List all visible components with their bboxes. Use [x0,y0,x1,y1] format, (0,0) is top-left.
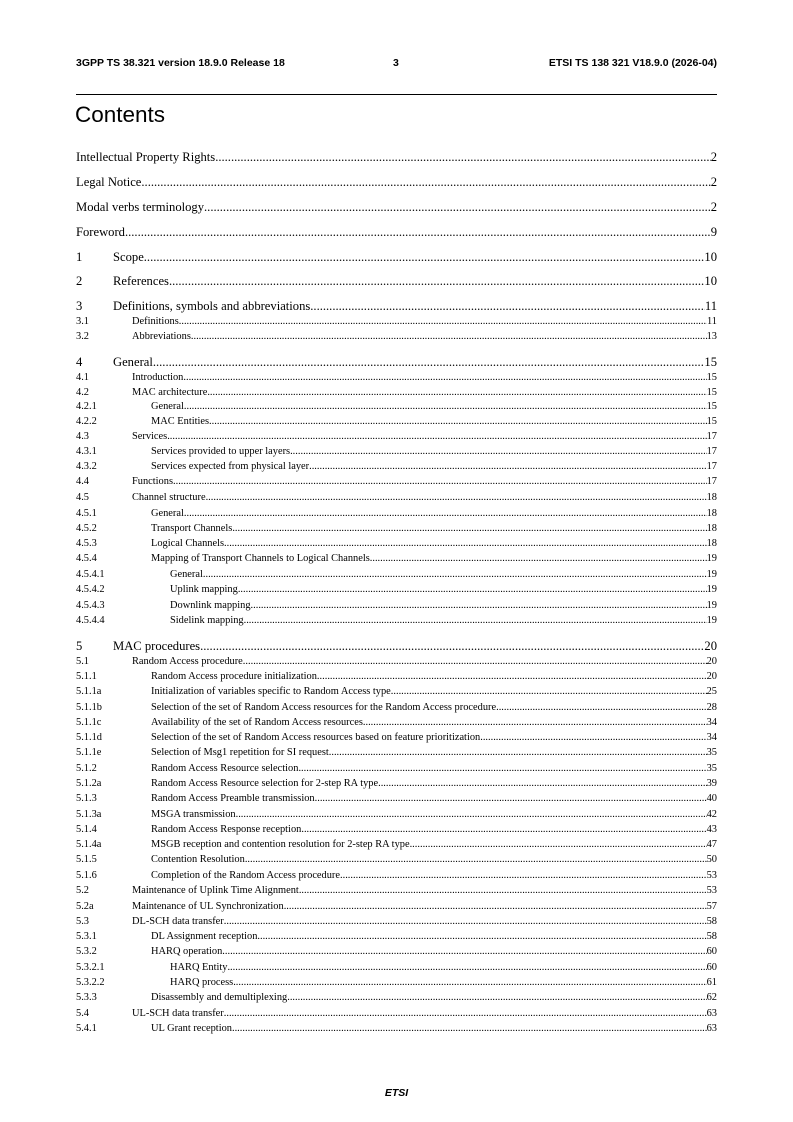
toc-entry-title: References [113,274,169,288]
toc-entry-number: 4.5.4.2 [76,584,105,595]
toc-entry-number: 3.2 [76,331,89,342]
toc-entry-page: 50 [706,854,717,865]
toc-entry-page: 11 [704,299,717,313]
toc-entry[interactable] [76,331,717,344]
toc-entry-title: Foreword [76,225,125,239]
toc-entry-number: 4.5.4.4 [76,615,105,626]
toc-dot-leader [480,732,706,743]
toc-entry[interactable] [76,316,717,329]
toc-entry-number: 5.3.2.2 [76,977,105,988]
toc-entry[interactable] [76,299,717,315]
toc-entry-title: Selection of the set of Random Access resources for the Random Access procedure [151,702,497,713]
toc-entry-page: 53 [706,885,717,896]
toc-entry[interactable] [76,977,717,990]
toc-entry-page: 17 [706,476,717,487]
toc-entry-page: 60 [706,946,717,957]
toc-dot-leader [191,331,707,342]
toc-entry[interactable] [76,584,717,597]
toc-entry-number: 5.1.4a [76,839,102,850]
toc-entry[interactable] [76,854,717,867]
toc-entry-title: MSGA transmission [151,809,236,820]
toc-entry[interactable] [76,200,717,216]
toc-entry-page: 15 [706,372,717,383]
toc-entry-page: 63 [706,1023,717,1034]
contents-title: Contents [75,102,166,127]
toc-entry-title: DL Assignment reception [151,931,258,942]
toc-entry-title: Contention Resolution [151,854,245,865]
toc-entry-page: 18 [706,523,717,534]
toc-entry[interactable] [76,763,717,776]
toc-entry-number: 4.1 [76,372,89,383]
toc-entry[interactable] [76,702,717,715]
toc-entry-number: 4.3.2 [76,461,97,472]
toc-entry-page: 19 [706,584,717,595]
toc-dot-leader [363,717,707,728]
toc-dot-leader [200,639,704,654]
toc-dot-leader [284,901,707,912]
toc-entry-page: 17 [706,446,717,457]
header-spec-version: 3GPP TS 38.321 version 18.9.0 Release 18 [76,57,285,69]
toc-entry-page: 18 [706,538,717,549]
toc-entry[interactable] [76,387,717,400]
toc-entry-number: 5.1.3 [76,793,97,804]
toc-entry-title: Legal Notice [76,175,142,189]
toc-entry-page: 62 [706,992,717,1003]
toc-entry[interactable] [76,656,717,669]
toc-entry-page: 18 [706,508,717,519]
toc-entry-page: 17 [706,461,717,472]
toc-entry-page: 10 [704,274,717,288]
toc-entry-page: 9 [710,225,717,239]
toc-dot-leader [215,150,711,165]
toc-entry-number: 5.3.2.1 [76,962,105,973]
toc-dot-leader [183,372,706,383]
toc-entry-title: MAC procedures [113,639,201,653]
toc-entry[interactable] [76,809,717,822]
toc-entry-number: 4.5.4 [76,553,97,564]
toc-entry-title: Selection of Msg1 repetition for SI request [151,747,329,758]
toc-entry-title: Maintenance of UL Synchronization [132,901,284,912]
toc-entry-number: 5.2 [76,885,89,896]
toc-entry[interactable] [76,615,717,628]
toc-entry-title: Random Access Resource selection for 2-step RA type [151,778,379,789]
toc-entry[interactable] [76,885,717,898]
toc-entry-number: 5 [76,639,83,653]
toc-entry-page: 57 [706,901,717,912]
toc-entry-title: MAC Entities [151,416,210,427]
toc-dot-leader [391,686,707,697]
toc-entry-number: 4.2 [76,387,89,398]
toc-entry-title: Functions [132,476,173,487]
toc-entry-number: 4.2.1 [76,401,97,412]
toc-dot-leader [299,885,707,896]
toc-entry-number: 5.2a [76,901,94,912]
toc-entry[interactable] [76,717,717,730]
toc-entry[interactable] [76,274,717,290]
toc-entry-number: 5.1.1 [76,671,97,682]
toc-dot-leader [153,355,705,370]
toc-entry-number: 4.3 [76,431,89,442]
toc-entry-page: 15 [706,387,717,398]
toc-entry-title: Uplink mapping [170,584,238,595]
toc-entry-title: General [113,355,153,369]
toc-entry[interactable] [76,508,717,521]
toc-entry-page: 10 [704,250,717,264]
toc-entry-title: Availability of the set of Random Access resources [151,717,363,728]
toc-entry[interactable] [76,732,717,745]
toc-entry-title: MAC architecture [132,387,208,398]
toc-entry-page: 35 [706,763,717,774]
toc-dot-leader [224,538,707,549]
toc-dot-leader [378,778,707,789]
toc-entry-number: 5.1.1a [76,686,102,697]
toc-entry-title: Completion of the Random Access procedure [151,870,341,881]
toc-entry-page: 34 [706,717,717,728]
toc-entry[interactable] [76,747,717,760]
toc-dot-leader [141,175,710,190]
toc-dot-leader [315,793,707,804]
toc-entry-number: 5.1.2a [76,778,102,789]
toc-entry-title: Scope [113,250,144,264]
toc-entry-title: Downlink mapping [170,600,251,611]
toc-dot-leader [209,416,707,427]
toc-entry-number: 4 [76,355,83,369]
toc-entry-number: 5.1.1b [76,702,102,713]
toc-dot-leader [243,656,707,667]
toc-entry-title: Definitions [132,316,179,327]
toc-dot-leader [257,931,706,942]
toc-entry-page: 20 [706,656,717,667]
toc-dot-leader [227,962,706,973]
toc-entry-number: 4.4 [76,476,89,487]
toc-entry-number: 4.5.2 [76,523,97,534]
toc-entry-page: 43 [706,824,717,835]
toc-dot-leader [167,431,706,442]
toc-entry-number: 5.1.1d [76,732,102,743]
toc-entry-title: Selection of the set of Random Access resources based on feature prioritization [151,732,481,743]
toc-entry[interactable] [76,824,717,837]
toc-entry-title: General [151,401,184,412]
toc-entry-page: 2 [710,150,717,164]
toc-entry-number: 2 [76,274,83,288]
toc-entry-title: UL-SCH data transfer [132,1008,224,1019]
toc-entry-title: Random Access Preamble transmission [151,793,315,804]
toc-entry[interactable] [76,962,717,975]
toc-dot-leader [298,763,706,774]
toc-entry-page: 58 [706,916,717,927]
toc-entry[interactable] [76,1008,717,1021]
toc-entry[interactable] [76,671,717,684]
toc-entry-title: Random Access procedure initialization [151,671,317,682]
toc-entry[interactable] [76,778,717,791]
toc-entry-number: 5.4.1 [76,1023,97,1034]
toc-dot-leader [224,1008,707,1019]
toc-dot-leader [290,446,707,457]
toc-entry[interactable] [76,372,717,385]
toc-entry-title: Disassembly and demultiplexing [151,992,288,1003]
header-rule [76,94,717,95]
toc-entry-title: Services [132,431,168,442]
toc-entry-title: General [151,508,184,519]
toc-entry[interactable] [76,150,717,166]
toc-dot-leader [329,747,707,758]
toc-entry-title: Modal verbs terminology [76,200,205,214]
toc-dot-leader [309,461,707,472]
toc-entry-page: 2 [710,175,717,189]
toc-entry[interactable] [76,793,717,806]
toc-entry-title: Random Access procedure [132,656,243,667]
toc-entry-number: 5.1.5 [76,854,97,865]
toc-dot-leader [144,250,705,265]
toc-entry[interactable] [76,225,717,241]
toc-entry-number: 5.1.6 [76,870,97,881]
toc-dot-leader [245,854,707,865]
toc-entry-number: 4.5.1 [76,508,97,519]
toc-entry-page: 17 [706,431,717,442]
toc-entry-title: Initialization of variables specific to Random Access type [151,686,391,697]
toc-entry[interactable] [76,870,717,883]
toc-entry-number: 5.1 [76,656,89,667]
toc-entry-title: Logical Channels [151,538,225,549]
toc-entry-title: Sidelink mapping [170,615,244,626]
toc-entry-page: 19 [706,615,717,626]
toc-entry[interactable] [76,569,717,582]
toc-entry-number: 5.1.4 [76,824,97,835]
toc-dot-leader [179,316,707,327]
toc-dot-leader [203,569,707,580]
toc-dot-leader [301,824,706,835]
toc-dot-leader [233,977,706,988]
toc-entry-number: 4.5.4.1 [76,569,105,580]
toc-entry-number: 1 [76,250,83,264]
toc-entry-page: 63 [706,1008,717,1019]
toc-entry-number: 3 [76,299,83,313]
toc-entry-number: 4.5.3 [76,538,97,549]
toc-entry-page: 19 [706,600,717,611]
toc-entry-title: Transport Channels [151,523,233,534]
toc-dot-leader [125,225,711,240]
toc-entry[interactable] [76,492,717,505]
toc-entry[interactable] [76,901,717,914]
toc-entry-number: 4.5 [76,492,89,503]
toc-entry-page: 34 [706,732,717,743]
toc-dot-leader [410,839,707,850]
toc-entry[interactable] [76,931,717,944]
toc-entry[interactable] [76,431,717,444]
toc-dot-leader [236,809,707,820]
toc-entry-title: HARQ operation [151,946,223,957]
toc-entry-page: 53 [706,870,717,881]
toc-entry-number: 5.1.3a [76,809,102,820]
toc-dot-leader [169,274,704,289]
toc-dot-leader [224,916,707,927]
toc-entry-title: Intellectual Property Rights [76,150,216,164]
toc-entry-number: 5.1.2 [76,763,97,774]
toc-entry[interactable] [76,639,717,655]
toc-entry[interactable] [76,916,717,929]
toc-entry-page: 13 [706,331,717,342]
toc-entry-title: HARQ Entity [170,962,228,973]
toc-entry[interactable] [76,401,717,414]
toc-entry-page: 15 [706,401,717,412]
toc-dot-leader [204,200,711,215]
toc-entry[interactable] [76,416,717,429]
toc-entry-title: Channel structure [132,492,206,503]
toc-entry[interactable] [76,250,717,266]
toc-entry-page: 11 [706,316,717,327]
toc-entry-page: 28 [706,702,717,713]
toc-entry-title: General [170,569,203,580]
toc-dot-leader [173,476,707,487]
toc-entry-number: 5.1.1e [76,747,102,758]
toc-entry[interactable] [76,355,717,371]
toc-entry[interactable] [76,839,717,852]
toc-entry-page: 42 [706,809,717,820]
toc-entry-page: 20 [706,671,717,682]
toc-entry-page: 39 [706,778,717,789]
toc-entry-number: 4.3.1 [76,446,97,457]
toc-entry-title: MSGB reception and contention resolution for 2-step RA type [151,839,410,850]
toc-entry[interactable] [76,686,717,699]
toc-dot-leader [238,584,707,595]
toc-dot-leader [310,299,705,314]
toc-entry[interactable] [76,461,717,474]
toc-entry-title: HARQ process [170,977,234,988]
toc-entry-page: 15 [706,416,717,427]
toc-entry[interactable] [76,992,717,1005]
toc-entry-page: 58 [706,931,717,942]
toc-dot-leader [206,492,707,503]
header-page-number: 3 [393,57,399,69]
toc-dot-leader [184,508,707,519]
toc-entry-number: 5.3 [76,916,89,927]
toc-entry-title: Random Access Response reception [151,824,302,835]
toc-entry-title: Services expected from physical layer [151,461,310,472]
toc-entry-title: Abbreviations [132,331,191,342]
toc-entry-number: 5.4 [76,1008,89,1019]
toc-entry-page: 61 [706,977,717,988]
toc-entry-page: 47 [706,839,717,850]
toc-entry-title: Definitions, symbols and abbreviations [113,299,311,313]
toc-entry-number: 5.1.1c [76,717,102,728]
toc-entry[interactable] [76,553,717,566]
toc-entry-title: Maintenance of Uplink Time Alignment [132,885,299,896]
toc-dot-leader [184,401,707,412]
toc-entry-title: DL-SCH data transfer [132,916,224,927]
toc-entry[interactable] [76,476,717,489]
toc-dot-leader [222,946,706,957]
toc-entry[interactable] [76,538,717,551]
toc-dot-leader [232,523,706,534]
toc-entry-page: 15 [704,355,717,369]
toc-entry-page: 19 [706,569,717,580]
toc-dot-leader [232,1023,707,1034]
toc-entry-number: 4.5.4.3 [76,600,105,611]
toc-entry-page: 20 [704,639,717,653]
toc-entry-title: Introduction [132,372,184,383]
toc-entry-page: 19 [706,553,717,564]
toc-entry-page: 18 [706,492,717,503]
toc-entry-number: 5.3.3 [76,992,97,1003]
toc-entry-page: 35 [706,747,717,758]
toc-dot-leader [317,671,707,682]
toc-entry[interactable] [76,446,717,459]
toc-dot-leader [251,600,707,611]
toc-entry[interactable] [76,1023,717,1036]
toc-entry[interactable] [76,600,717,613]
toc-dot-leader [340,870,707,881]
footer-etsi: ETSI [384,1087,409,1099]
toc-entry-page: 60 [706,962,717,973]
toc-entry-title: Mapping of Transport Channels to Logical Channels [151,553,370,564]
toc-dot-leader [496,702,707,713]
toc-entry[interactable] [76,523,717,536]
toc-entry-number: 5.3.1 [76,931,97,942]
toc-entry-number: 4.2.2 [76,416,97,427]
toc-entry-page: 2 [710,200,717,214]
toc-entry-number: 5.3.2 [76,946,97,957]
toc-entry[interactable] [76,946,717,959]
toc-dot-leader [244,615,707,626]
toc-dot-leader [207,387,706,398]
toc-entry-title: Random Access Resource selection [151,763,299,774]
toc-entry-title: Services provided to upper layers [151,446,291,457]
toc-entry-title: UL Grant reception [151,1023,232,1034]
toc-entry-number: 3.1 [76,316,89,327]
header-etsi-reference: ETSI TS 138 321 V18.9.0 (2026-04) [548,57,717,69]
toc-dot-leader [370,553,707,564]
toc-entry-page: 40 [706,793,717,804]
toc-entry-page: 25 [706,686,717,697]
toc-dot-leader [287,992,706,1003]
toc-entry[interactable] [76,175,717,191]
